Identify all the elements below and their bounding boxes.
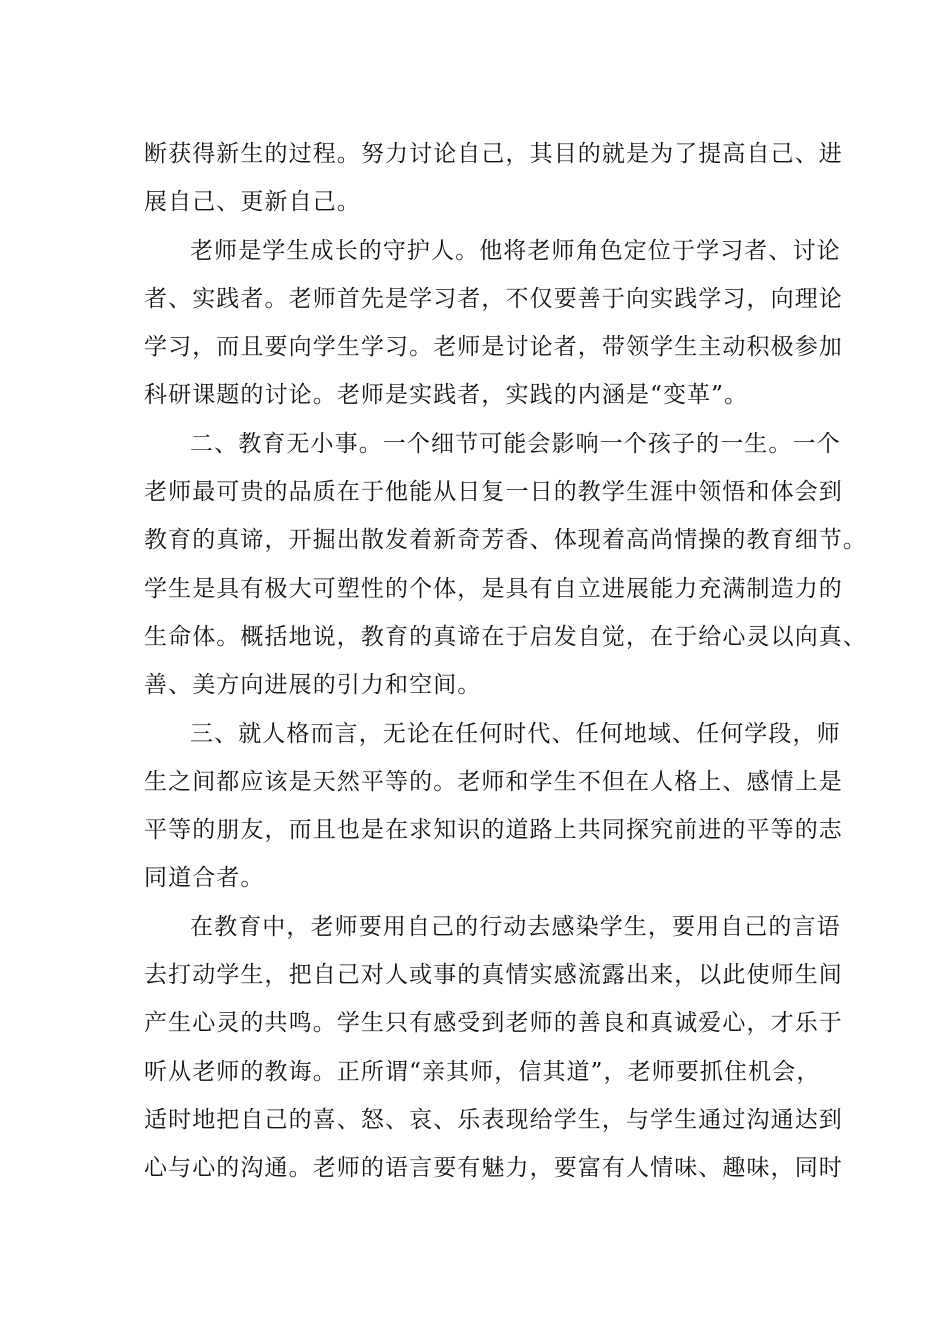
text-line: 生命体。概括地说，教育的真谛在于启发自觉，在于给心灵以向真、 [144, 623, 867, 650]
text-line: 善、美方向进展的引力和空间。 [144, 672, 482, 699]
text-line: 心与心的沟通。老师的语言要有魅力，要富有人情味、趣味，同时 [144, 1155, 843, 1182]
text-line: 去打动学生，把自己对人或事的真情实感流露出来，以此使师生间 [144, 962, 843, 989]
text-line: 者、实践者。老师首先是学习者，不仅要善于向实践学习，向理论 [144, 285, 843, 312]
text-line: 适时地把自己的喜、怒、哀、乐表现给学生，与学生通过沟通达到 [144, 1106, 843, 1133]
text-line: 断获得新生的过程。努力讨论自己，其目的就是为了提高自己、进 [144, 141, 843, 167]
text-line: 平等的朋友，而且也是在求知识的道路上共同探究前进的平等的志 [144, 817, 843, 844]
text-line: 生之间都应该是天然平等的。老师和学生不但在人格上、感情上是 [144, 768, 843, 795]
text-line: 产生心灵的共鸣。学生只有感受到老师的善良和真诚爱心，才乐于 [144, 1010, 843, 1037]
text-line: 同道合者。 [144, 865, 265, 892]
text-line: 学习，而且要向学生学习。老师是讨论者，带领学生主动积极参加 [144, 334, 843, 361]
text-line: 科研课题的讨论。老师是实践者，实践的内涵是“变革”。 [144, 382, 749, 409]
paragraph-first-line: 三、就人格而言，无论在任何时代、任何地域、任何学段，师 [190, 720, 841, 747]
paragraph-first-line: 老师是学生成长的守护人。他将老师角色定位于学习者、讨论 [190, 237, 841, 264]
paragraph-first-line: 二、教育无小事。一个细节可能会影响一个孩子的一生。一个 [190, 430, 841, 457]
paragraph-first-line: 在教育中，老师要用自己的行动去感染学生，要用自己的言语 [190, 913, 841, 940]
text-line: 展自己、更新自己。 [144, 189, 361, 216]
text-line: 老师最可贵的品质在于他能从日复一日的教学生涯中领悟和体会到 [144, 479, 843, 506]
text-line: 教育的真谛，开掘出散发着新奇芳香、体现着高尚情操的教育细节。 [144, 527, 867, 554]
body-text [144, 130, 867, 1193]
text-line: 听从老师的教诲。正所谓“亲其师，信其道”，老师要抓住机会， [144, 1058, 821, 1085]
text-line: 学生是具有极大可塑性的个体，是具有自立进展能力充满制造力的 [144, 575, 843, 602]
